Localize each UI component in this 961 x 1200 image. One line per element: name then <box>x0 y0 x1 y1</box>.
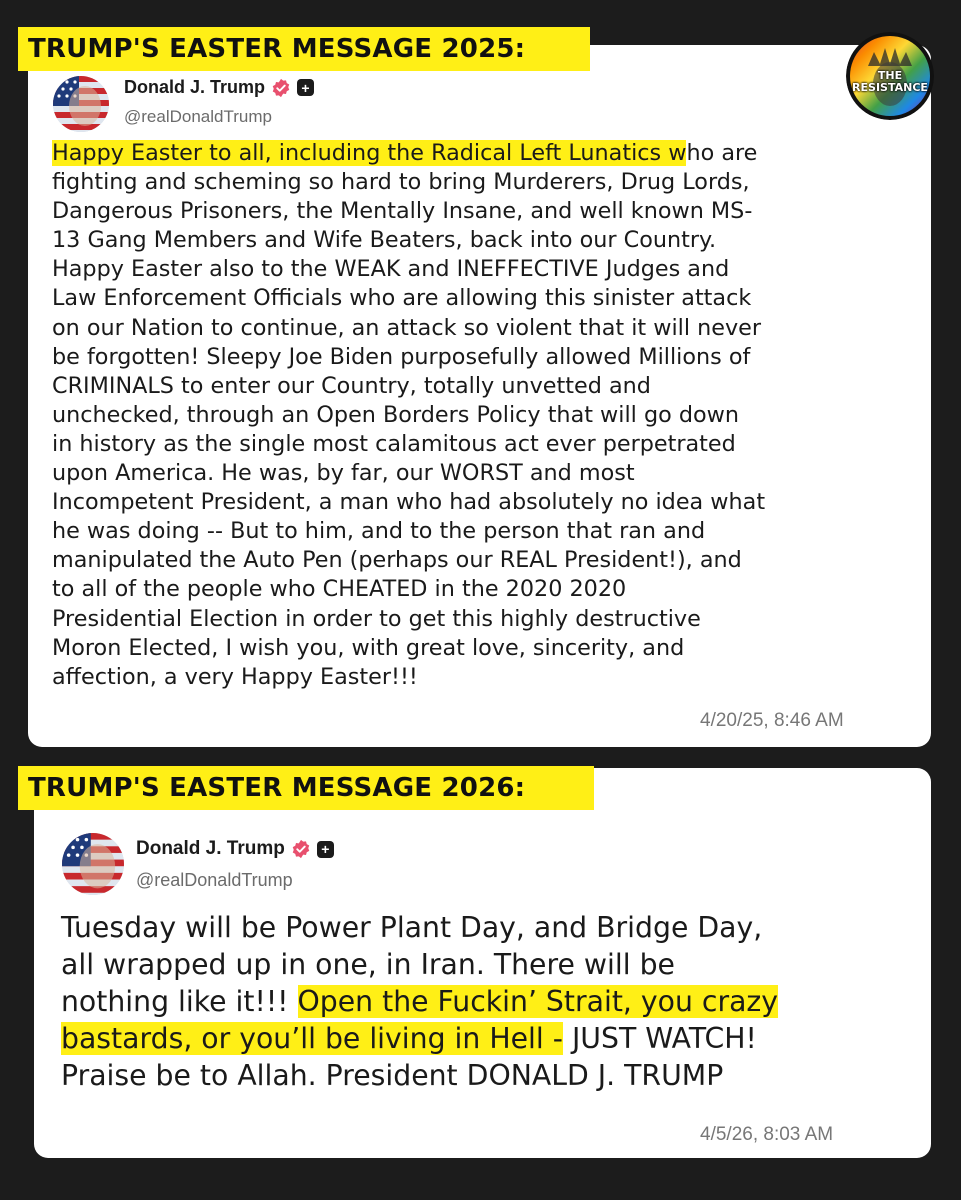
post-line: 13 Gang Members and Wife Beaters, back into our Country. <box>52 227 717 254</box>
highlighted-text: Open the Fuckin’ Strait, you crazy <box>297 985 779 1018</box>
author-handle[interactable]: @realDonaldTrump <box>124 107 272 126</box>
post-line-text: nothing like it!!! <box>61 985 298 1018</box>
post-line: manipulated the Auto Pen (perhaps our REAL President!), and <box>52 547 742 574</box>
author-handle[interactable]: @realDonaldTrump <box>136 870 293 890</box>
post-line: upon America. He was, by far, our WORST and most <box>52 460 635 487</box>
banner-2026-text: TRUMP'S EASTER MESSAGE 2026: <box>28 773 526 803</box>
highlighted-text: Happy Easter to all, including the Radical Left Lunatics w <box>52 140 687 166</box>
post-line: all wrapped up in one, in Iran. There will be <box>61 948 675 981</box>
post-line: in history as the single most calamitous act ever perpetrated <box>52 430 736 457</box>
post-line: Tuesday will be Power Plant Day, and Bridge Day, <box>61 911 763 944</box>
post-line <box>52 139 912 168</box>
post-line: Law Enforcement Officials who are allowing this sinister attack <box>52 285 752 312</box>
post-line-text: ho are <box>686 140 758 166</box>
post-timestamp[interactable]: 4/20/25, 8:46 AM <box>700 710 844 731</box>
post-text-2025 <box>52 139 912 692</box>
banner-2026 <box>18 766 594 810</box>
post-line: CRIMINALS to enter our Country, totally unvetted and <box>52 372 651 399</box>
post-line: Happy Easter also to the WEAK and INEFFECTIVE Judges and <box>52 256 730 283</box>
post-line-text: JUST WATCH! <box>562 1022 757 1055</box>
post-line: be forgotten! Sleepy Joe Biden purposefully allowed Millions of <box>52 343 751 370</box>
post-line: Presidential Election in order to get this highly destructive <box>52 605 701 632</box>
post-timestamp[interactable]: 4/5/26, 8:03 AM <box>700 1124 834 1145</box>
avatar-flag-face-icon <box>62 833 124 895</box>
plus-badge-icon: + <box>317 841 334 858</box>
avatar[interactable] <box>62 833 124 895</box>
post-line: Moron Elected, I wish you, with great love, sincerity, and <box>52 634 685 661</box>
avatar-flag-face-icon <box>53 76 109 132</box>
post-line: affection, a very Happy Easter!!! <box>52 663 418 690</box>
post-line <box>61 983 921 1020</box>
logo-line: RESISTANCE <box>852 81 928 94</box>
author-name[interactable] <box>136 838 334 860</box>
author-name-text: Donald J. Trump <box>136 838 285 859</box>
author-name[interactable] <box>124 77 314 98</box>
verified-badge-icon <box>271 78 291 98</box>
banner-2025 <box>18 27 590 71</box>
post-text-2026 <box>61 909 921 1094</box>
plus-badge-icon: + <box>297 79 314 96</box>
author-name-text: Donald J. Trump <box>124 77 266 97</box>
highlighted-text: bastards, or you’ll be living in Hell - <box>61 1022 563 1055</box>
verified-badge-icon <box>291 839 311 859</box>
post-line: Praise be to Allah. President DONALD J. TRUMP <box>61 1059 724 1092</box>
post-line <box>61 1020 921 1057</box>
post-line: fighting and scheming so hard to bring Murderers, Drug Lords, <box>52 169 750 196</box>
post-line: unchecked, through an Open Borders Policy that will go down <box>52 401 740 428</box>
post-line: to all of the people who CHEATED in the 2020 2020 <box>52 576 627 603</box>
logo-line: THE <box>877 69 903 82</box>
logo-text <box>846 70 934 94</box>
banner-2025-text: TRUMP'S EASTER MESSAGE 2025: <box>28 34 526 64</box>
post-line: he was doing -- But to him, and to the person that ran and <box>52 518 706 545</box>
post-line: on our Nation to continue, an attack so violent that it will never <box>52 314 762 341</box>
post-line: Incompetent President, a man who had absolutely no idea what <box>52 489 766 516</box>
avatar[interactable] <box>53 76 109 132</box>
post-line: Dangerous Prisoners, the Mentally Insane, and well known MS- <box>52 198 753 225</box>
